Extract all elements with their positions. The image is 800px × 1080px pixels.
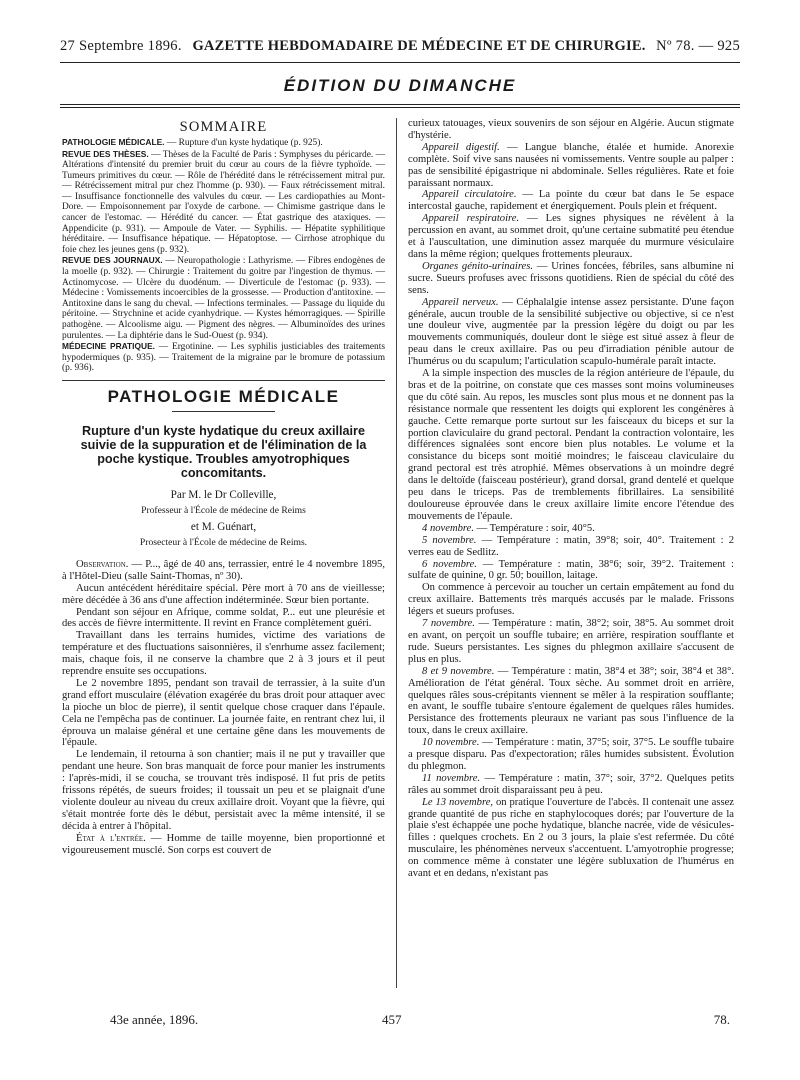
section-heading: PATHOLOGIE MÉDICALE: [107, 386, 340, 406]
paragraph: Appareil respiratoire. — Les signes physiques ne révèlent à la percussion en avant, au sommet droit, qu'une certaine submatité peu étendue et à l'auscultation, une diminution assez marquée du murmure vésiculaire dans la même région; quelques frottements pleuraux.: [408, 213, 734, 260]
edition-rule-double: [60, 107, 740, 108]
paragraph: Appareil nerveux. — Céphalalgie intense assez persistante. D'une façon générale, aucun trouble de la sensibilité subjective ou objective, si ce n'est une douleur vive, augmentée par la pression légère du doigt ou par les mouvements communiqués, douleur dont le siège est situé assez à fleur de peau dans le creux axillaire. Pas ou peu d'irradiation pénible autour de l'humérus ou du scapulum; l'articulation scapulo-humérale paraît intacte.: [408, 296, 734, 368]
paragraph: 11 novembre. — Température : matin, 37°; soir, 37°2. Quelques petits râles au sommet droit disparaissant peu à peu.: [408, 772, 734, 796]
journal-title: GAZETTE HEBDOMADAIRE DE MÉDECINE ET DE CHIRURGIE.: [192, 38, 646, 54]
divider: [172, 411, 275, 412]
page-footer: [60, 1012, 740, 1032]
header-rule: [60, 62, 740, 63]
paragraph: Le 13 novembre, on pratique l'ouverture de l'abcès. Il contenait une assez grande quantité de pus riche en staphylocoques dorés; par l'ouverture de la plaie s'est échappée une poche hydatique, blanche nacrée, vide de vésicules-filles : quelques crochets. En 2 ou 3 jours, la plaie s'est refermée. Du côté musculaire, les phénomènes nerveux s'accentuent. L'amyotrophie progresse; on commence même à constater une légère subluxation de l'humérus en avant et en dedans, n'existant pas: [408, 796, 734, 880]
sommaire-entry: REVUE DES THÈSES. — Thèses de la Faculté de Paris : Symphyses du péricarde. — Altérations d'intensité du premier bruit du cœur au cours de la fièvre typhoïde. — Tumeurs primitives du cœur. — Rôle de l'hérédité dans le rétrécissement mitral pur. — Rétrécissement mitral pur chez l'homme (p. 930). — Faux rétrécissement mitral. — Insuffisance fonctionnelle des valvules du cœur. — Les cardiopathies au Mont-Dore. — Empoisonnement par l'oxyde de carbone. — Chimisme gastrique dans le cancer de l'estomac. — Hérédité du cancer. — État gastrique des ataxiques. — Appendicite (p. 931). — Ampoule de Vater. — Syphilis. — Hépatite syphilitique héréditaire. — Insuffisance hépatique. — Hépatoptose. — Cirrhose atrophique du foie chez les jeunes gens (p. 932).: [62, 148, 385, 255]
sommaire-title: SOMMAIRE: [179, 119, 268, 135]
sommaire-entry: MÉDECINE PRATIQUE. — Ergotinine. — Les syphilis justiciables des traitements hypodermiques (p. 935). — Traitement de la migraine par le bromure de potassium (p. 936).: [62, 341, 385, 374]
sommaire-entry: PATHOLOGIE MÉDICALE. — Rupture d'un kyste hydatique (p. 925).: [62, 136, 323, 148]
paragraph: Appareil circulatoire. — La pointe du cœur bat dans le 5e espace intercostal gauche, rapidement et énergiquement. Pouls plein et fréquent.: [408, 189, 734, 213]
paragraph: Travaillant dans les terrains humides, victime des variations de température et des fluctuations saisonnières, il s'enrhume assez facilement; mais, chaque fois, il ne conserve la chambre que 2 à 3 jours et il peut reprendre ensuite ses occupations.: [62, 630, 385, 678]
divider: [62, 380, 385, 381]
footer-year: 43e année, 1896.: [110, 1012, 199, 1027]
paragraph: Le 2 novembre 1895, pendant son travail de terrassier, à la suite d'un grand effort musculaire (élévation exagérée du bras droit pour attaquer avec la pioche un bloc de pierre), il sentit quelque chose craquer dans l'épaule. Cela ne l'empêcha pas de continuer. La journée faite, en rentrant chez lui, il éprouva un malaise général et une certaine gêne dans les mouvements de l'épaule.: [62, 677, 385, 749]
paragraph: On commence à percevoir au toucher un certain empâtement au fond du creux axillaire. Battements très marqués accusés par le malade. Frissons légers et sueurs profuses.: [408, 582, 734, 618]
header-date: 27 Septembre 1896.: [60, 38, 182, 54]
paragraph: 10 novembre. — Température : matin, 37°5; soir, 37°5. Le souffle tubaire a presque disparu. Pas d'expectoration; râles humides subsistent. Évolution du phlegmon.: [408, 737, 734, 772]
column-divider: [396, 118, 397, 988]
right-column: [408, 118, 734, 880]
left-column: [62, 118, 385, 857]
issue-number: Nº 78. — 925: [656, 38, 740, 54]
edition-title: ÉDITION DU DIMANCHE: [283, 76, 517, 95]
paragraph: A la simple inspection des muscles de la région antérieure de l'épaule, du bras et de la poitrine, on constate que ces masses sont moins volumineuses que du côté sain. Au repos, les muscles sont plus mous et ne donnent pas la résistance normale que ressentent les doigts qui explorent les congénères à gauche. Cette remarque porte surtout sur les faisceaux du biceps et sur la portion claviculaire du grand pectoral. Pendant la contraction volontaire, les différences signalées sont encore bien plus notables. Le volume et la consistance du biceps sont moitié moindres; le faisceau claviculaire du grand pectoral est très atrophié. Mêmes observations à un moindre degré dans le deltoïde (faisceau postérieur), grand dorsal, grand dentelé et quelque peu dans le triceps. Pas de tremblements fibrillaires. La sensibilité douloureuse éprouvée dans le creux axillaire limite encore l'étendue des mouvements de l'épaule.: [408, 368, 734, 522]
paragraph: 5 novembre. — Température : matin, 39°8; soir, 40°. Traitement : 2 verres eau de Sedlitz.: [408, 534, 734, 558]
author-affiliation: Prosecteur à l'École de médecine de Reims.: [139, 536, 308, 548]
paragraph: Le lendemain, il retourna à son chantier; mais il ne put y travailler que pendant une heure. Son bras manquait de force pour manier les instruments : l'après-midi, il se coucha, se trouvant très indisposé. Il fut pris de petits frissons répétés, de sueurs froides; il toussait un peu et se plaignait d'une violente douleur au niveau du creux axillaire droit. Voyant que la fièvre, qui s'était montrée forte dès le début, persistait avec la même intensité, il se décida à entrer à l'hôpital.: [62, 749, 385, 832]
paragraph: Aucun antécédent héréditaire spécial. Père mort à 70 ans de vieillesse; mère décédée à 36 ans d'une affection indéterminée. Sœur bien portante.: [62, 582, 385, 606]
running-header: [60, 38, 740, 60]
paragraph: 8 et 9 novembre. — Température : matin, 38°4 et 38°; soir, 38°4 et 38°. Amélioration de l'état général. Toux sèche. Au sommet droit en arrière, quelques râles sous-crépitants viennent se mêler à la respiration soufflante; en avant, le souffle tubaire s'entoure également de quelques râles humides. Persistance des frottements pleuraux ne variant pas sous l'influence de la toux, dans le creux axillaire.: [408, 665, 734, 737]
author-affiliation: Professeur à l'École de médecine de Reims: [141, 504, 306, 516]
issue-footer-number: 78.: [713, 1012, 730, 1027]
paragraph: 6 novembre. — Température : matin, 38°6; soir, 39°2. Traitement : sulfate de quinine, 0 gr. 50; bouillon, laitage.: [408, 558, 734, 582]
paragraph: Appareil digestif. — Langue blanche, étalée et humide. Anorexie complète. Soif vive sans nausées ni vomissements. Ventre souple au palper : pas de sensibilité épigastrique ni abdominale. Selles régulières. Rate et foie paraissant normaux.: [408, 141, 734, 189]
paragraph: curieux tatouages, vieux souvenirs de son séjour en Algérie. Aucun stigmate d'hystérie.: [408, 118, 734, 141]
page-number: 457: [382, 1012, 402, 1027]
paragraph: État à l'entrée. — Homme de taille moyenne, bien proportionné et vigoureusement musclé. Son corps est couvert de: [62, 832, 385, 856]
paragraph: Observation. — P..., âgé de 40 ans, terrassier, entré le 4 novembre 1895, à l'Hôtel-Dieu (salle Saint-Thomas, nº 30).: [62, 558, 385, 582]
paragraph: 7 novembre. — Température : matin, 38°2; soir, 38°5. Au sommet droit en avant, on perçoit un souffle tubaire; en arrière, respiration soufflante et rude. Sueurs persistantes. Les signes du phlegmon axillaire s'accusent de plus en plus.: [408, 618, 734, 665]
author-line: et M. Guénart,: [190, 520, 257, 533]
paragraph: 4 novembre. — Température : soir, 40°5.: [422, 522, 595, 534]
sommaire-entry: REVUE DES JOURNAUX. — Neuropathologie : Lathyrisme. — Fibres endogènes de la moelle (p. 932). — Chirurgie : Traitement du goitre par l'ingestion de thymus. — Actinomycose. — Ulcère du duodénum. — Diverticule de l'estomac (p. 933). — Médecine : Vomissements incoercibles de la grossesse. — Production d'antitoxine. — Antitoxine dans le sang du cheval. — Infections terminales. — Passage du liquide du péritoine. — Strychnine et acide cyanhydrique. — Kystes hémorragiques. — Spirille pathogène. — Alcoolisme aigu. — Pigment des nègres. — Albuminoïdes des urines purulentes. — La diphtérie dans le Sud-Ouest (p. 934).: [62, 255, 385, 341]
article-title: Rupture d'un kyste hydatique du creux axillaire suivie de la suppuration et de l'élimination de la poche kystique. Troubles amyotrophiques concomitants.: [80, 423, 367, 480]
author-line: Par M. le Dr Colleville,: [170, 488, 277, 501]
paragraph: Pendant son séjour en Afrique, comme soldat, P... eut une pleurésie et des accès de fièvre intermittente. Il revint en France complètement guéri.: [62, 606, 385, 630]
paragraph: Organes génito-urinaires. — Urines foncées, fébriles, sans albumine ni sucre. Sueurs profuses avec frissons quotidiens. Rien de spécial du côté des sens.: [408, 260, 734, 296]
edition-rule: [60, 104, 740, 105]
